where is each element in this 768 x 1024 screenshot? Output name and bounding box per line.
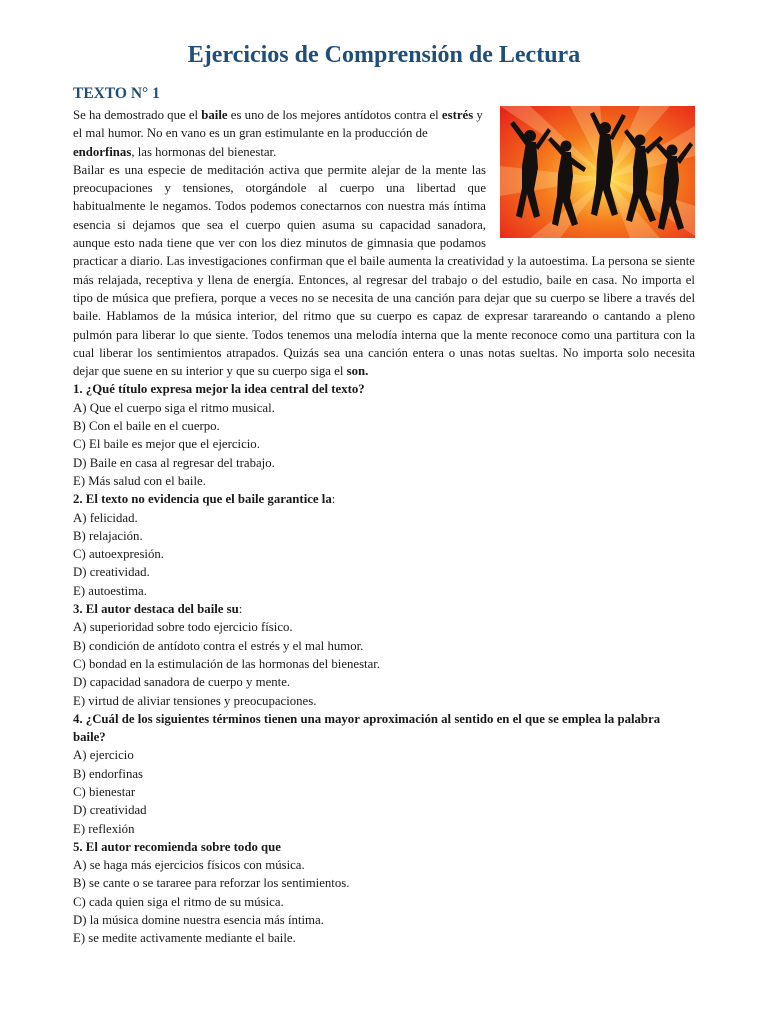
question-1-option-b: B) Con el baile en el cuerpo. bbox=[73, 419, 220, 434]
question-5-text: 5. El autor recomienda sobre todo que bbox=[73, 839, 281, 854]
question-2-text bbox=[73, 490, 695, 508]
question-3-option-b: B) condición de antídoto contra el estrés y el mal humor. bbox=[73, 638, 364, 653]
question-1-option-d: D) Baile en casa al regresar del trabajo. bbox=[73, 455, 275, 470]
question-2-colon: : bbox=[331, 492, 336, 507]
reading-content bbox=[73, 106, 695, 948]
question-3-colon: : bbox=[238, 602, 243, 617]
body-text: Bailar es una especie de meditación activa que permite alejar de la mente las preocupaciones y tensiones, otorgándole al cuerpo una libertad que habitualmente le negamos. Todos podemos conectarnos con nuestra más íntima esencia si dejamos que sea el cuerpo quien asuma su capacidad sanadora, aunque esto nada tiene que ver con los diez minutos de gimnasia que podamos practicar a diario. Las investigaciones confirman que el baile aumenta la creatividad y la autoestima. La persona se siente más relajada, receptiva y llena de energía. Entonces, al regresar del trabajo o del estudio, baile en casa. No importa el tipo de música que prefiera, porque a veces no se necesita de una canción para dejar que su cuerpo se libere a través del baile. Hablamos de la música interior, del ritmo que su cuerpo es capaz de expresar tarareando o cantando a pleno pulmón para liberar lo que siente. Todos tenemos una melodía interna que la mente reconoce como una partitura con la cual liberar los sentimientos atrapados. Quizás sea una canción entera o unas notas sueltas. No importa solo necesita dejar que suene en su interior y que su cuerpo siga el bbox=[73, 162, 695, 379]
question-4 bbox=[73, 710, 695, 838]
question-1 bbox=[73, 380, 695, 490]
intro-text: , las hormonas del bienestar. bbox=[131, 144, 277, 159]
question-3 bbox=[73, 600, 695, 710]
dancers-image bbox=[500, 106, 695, 238]
question-5-option-e: E) se medite activamente mediante el baile. bbox=[73, 931, 296, 946]
question-3-text bbox=[73, 600, 695, 618]
question-4-option-e: E) reflexión bbox=[73, 821, 135, 836]
question-3-option-c: C) bondad en la estimulación de las hormonas del bienestar. bbox=[73, 656, 381, 671]
keyword-son: son. bbox=[346, 364, 369, 379]
question-1-option-a: A) Que el cuerpo siga el ritmo musical. bbox=[73, 400, 275, 415]
page-title: Ejercicios de Comprensión de Lectura bbox=[187, 42, 581, 68]
keyword-baile: baile bbox=[201, 108, 228, 122]
question-3-option-d: D) capacidad sanadora de cuerpo y mente. bbox=[73, 675, 291, 690]
question-5-option-b: B) se cante o se tararee para reforzar los sentimientos. bbox=[73, 876, 350, 891]
question-2-label: 2. El texto no evidencia que el baile garantice la bbox=[73, 492, 332, 507]
question-3-option-a: A) superioridad sobre todo ejercicio físico. bbox=[73, 620, 293, 635]
question-1-option-c: C) El baile es mejor que el ejercicio. bbox=[73, 437, 260, 452]
question-5-option-a: A) se haga más ejercicios físicos con música. bbox=[73, 858, 305, 873]
question-2-option-d: D) creatividad. bbox=[73, 565, 150, 580]
dancers-silhouette-illustration bbox=[500, 106, 695, 238]
question-4-option-d: D) creatividad bbox=[73, 803, 147, 818]
question-1-option-e: E) Más salud con el baile. bbox=[73, 473, 206, 488]
keyword-endorfinas: endorfinas bbox=[73, 144, 132, 159]
question-4-text: 4. ¿Cuál de los siguientes términos tienen una mayor aproximación al sentido en el que se emplea la palabra baile? bbox=[73, 711, 661, 745]
question-2 bbox=[73, 490, 695, 600]
question-2-option-e: E) autoestima. bbox=[73, 583, 147, 598]
text-heading: TEXTO N° 1 bbox=[73, 85, 160, 102]
question-5 bbox=[73, 838, 695, 948]
question-5-option-c: C) cada quien siga el ritmo de su música. bbox=[73, 894, 284, 909]
question-3-option-e: E) virtud de aliviar tensiones y preocupaciones. bbox=[73, 693, 317, 708]
intro-text: Se ha demostrado que el bbox=[73, 108, 202, 122]
question-1-text: 1. ¿Qué título expresa mejor la idea central del texto? bbox=[73, 382, 365, 397]
question-3-label: 3. El autor destaca del baile su bbox=[73, 602, 239, 617]
intro-text: es uno de los mejores antídotos contra el bbox=[227, 108, 442, 122]
question-5-option-d: D) la música domine nuestra esencia más íntima. bbox=[73, 913, 324, 928]
keyword-estres: estrés bbox=[441, 108, 474, 122]
intro-text: y el mal humor. No en vano es un gran estimulante en la producción de bbox=[73, 108, 483, 141]
question-2-option-c: C) autoexpresión. bbox=[73, 547, 164, 562]
question-4-option-b: B) endorfinas bbox=[73, 766, 144, 781]
question-2-option-b: B) relajación. bbox=[73, 528, 143, 543]
question-2-option-a: A) felicidad. bbox=[73, 510, 138, 525]
question-4-option-a: A) ejercicio bbox=[73, 748, 134, 763]
question-4-option-c: C) bienestar bbox=[73, 784, 136, 799]
